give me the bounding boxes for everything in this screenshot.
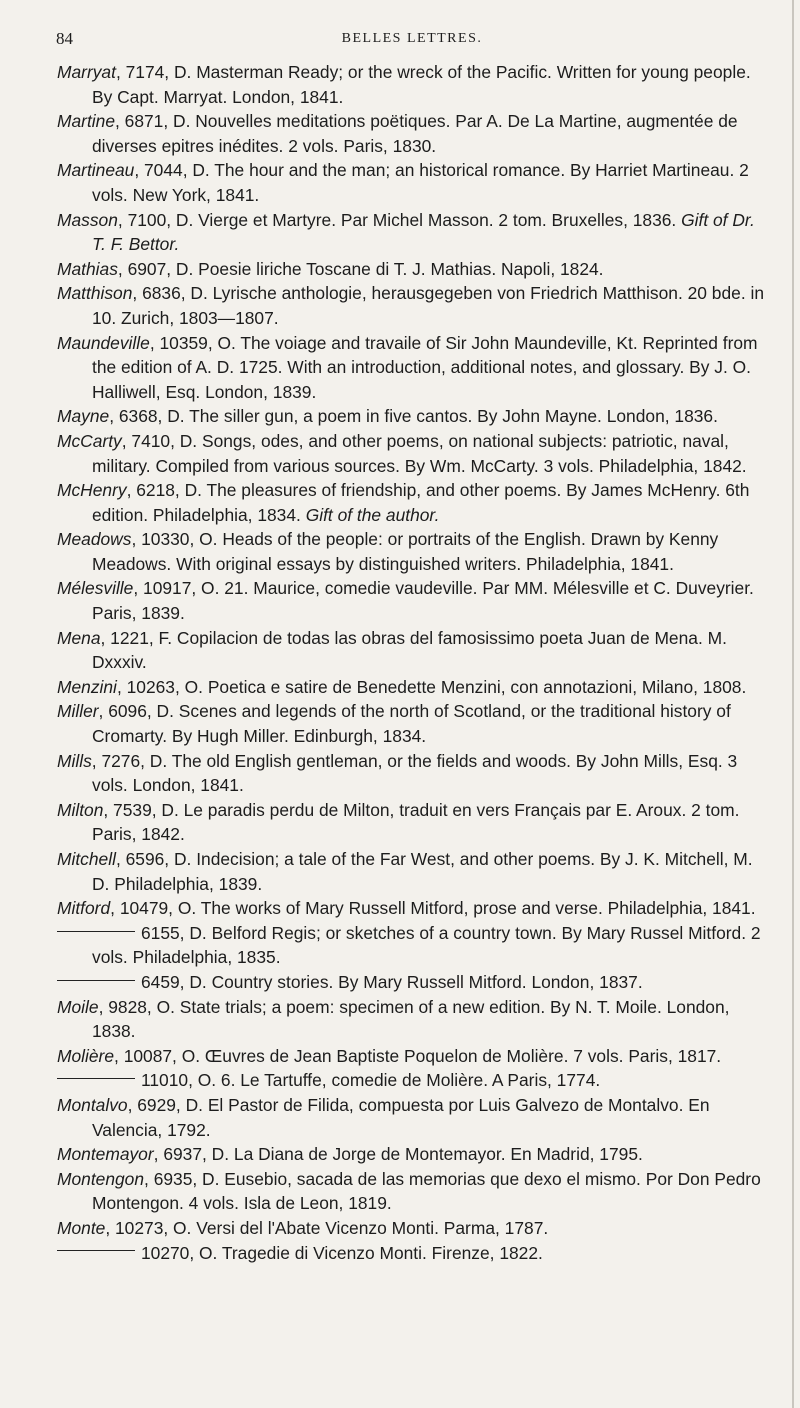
entry-text: , 7539, D. Le paradis perdu de Milton, traduit en vers Français par E. Aroux. 2 tom. Paris, 1842. (92, 799, 740, 845)
catalog-entry (57, 896, 773, 921)
author-name: Mills (57, 750, 92, 771)
entry-text: , 6596, D. Indecision; a tale of the Far West, and other poems. By J. K. Mitchell, M. D. Philadelphia, 1839. (92, 849, 753, 894)
running-head: BELLES LETTRES. (341, 31, 483, 46)
entry-text: , 6907, D. Poesie liriche Toscane di T. J. Mathias. Napoli, 1824. (117, 258, 604, 279)
entry-text: , 6368, D. The siller gun, a poem in five cantos. By John Mayne. London, 1836. (109, 406, 718, 427)
entry-text: , 10087, O. Œuvres de Jean Baptiste Poquelon de Molière. 7 vols. Paris, 1817. (114, 1045, 722, 1066)
catalog-entry (57, 798, 773, 847)
catalog-entry (57, 995, 773, 1044)
catalog-entry (57, 1068, 773, 1093)
catalog-entry (57, 1241, 773, 1266)
author-name: Mélesville (57, 578, 134, 599)
author-name: Masson (57, 209, 118, 230)
author-name: Mathias (57, 258, 118, 279)
catalog-entry (57, 60, 773, 109)
entry-text: 6459, D. Country stories. By Mary Russell Mitford. London, 1837. (141, 971, 643, 992)
ditto-dash (57, 980, 135, 981)
author-name: Milton (57, 799, 104, 820)
catalog-entry (57, 1216, 773, 1241)
author-name: Miller (57, 701, 99, 722)
author-name: Marryat (57, 62, 116, 82)
author-name: Molière (57, 1045, 115, 1066)
catalog-entry (57, 847, 773, 896)
entry-text: , 6218, D. The pleasures of friendship, and other poems. By James McHenry. 6th edition. Philadelphia, 1834. (92, 480, 750, 525)
author-name: Montemayor (57, 1144, 154, 1165)
catalog-entry (57, 626, 773, 675)
catalog-entry (57, 576, 773, 625)
catalog-entries (57, 60, 773, 1265)
entry-text: 10270, O. Tragedie di Vicenzo Monti. Firenze, 1822. (141, 1242, 543, 1263)
author-name: Mitchell (57, 849, 116, 869)
catalog-entry (57, 158, 773, 207)
entry-text: , 10273, O. Versi del l'Abate Vicenzo Monti. Parma, 1787. (105, 1217, 549, 1238)
entry-text: , 1221, F. Copilacion de todas las obras del famosissimo poeta Juan de Mena. M. Dxxxiv. (92, 627, 727, 673)
catalog-entry (57, 1044, 773, 1069)
author-name: McCarty (57, 430, 122, 451)
entry-text: , 9828, O. State trials; a poem: specimen of a new edition. By N. T. Moile. London, 1838. (92, 996, 730, 1042)
entry-text: , 6836, D. Lyrische anthologie, herausgegeben von Friedrich Matthison. 20 bde. in 10. Zurich, 1803—1807. (92, 283, 765, 328)
entry-text: 6155, D. Belford Regis; or sketches of a country town. By Mary Russel Mitford. 2 vols. Philadelphia, 1835. (92, 922, 761, 968)
author-name: Montalvo (57, 1094, 128, 1115)
author-name: Mena (57, 627, 101, 648)
entry-text: , 7276, D. The old English gentleman, or the fields and woods. By John Mills, Esq. 3 vols. London, 1841. (91, 750, 738, 796)
catalog-entry (57, 1167, 773, 1216)
author-name: Meadows (57, 529, 132, 550)
author-name: Martineau (57, 160, 135, 181)
author-name: Mayne (57, 406, 110, 427)
entry-text: , 6937, D. La Diana de Jorge de Montemayor. En Madrid, 1795. (153, 1144, 643, 1165)
author-name: Moile (57, 996, 99, 1017)
entry-text: , 10330, O. Heads of the people: or portraits of the English. Drawn by Kenny Meadows. With original essays by distinguished writers. Philadelphia, 1841. (92, 529, 719, 574)
catalog-entry (57, 478, 773, 527)
page-edge-shadow (792, 0, 794, 1408)
entry-text: , 7100, D. Vierge et Martyre. Par Michel Masson. 2 tom. Bruxelles, 1836. (117, 209, 682, 230)
author-name: Martine (57, 111, 115, 132)
entry-text: , 7174, D. Masterman Ready; or the wreck of the Pacific. Written for young people. By Capt. Marryat. London, 1841. (92, 62, 751, 107)
entry-text: , 6929, D. El Pastor de Filida, compuesta por Luis Galvezo de Montalvo. En Valencia, 1792. (92, 1094, 710, 1140)
catalog-entry (57, 208, 773, 257)
catalog-entry (57, 404, 773, 429)
author-name: McHenry (57, 480, 127, 501)
entry-text: , 7044, D. The hour and the man; an historical romance. By Harriet Martineau. 2 vols. New York, 1841. (92, 160, 749, 205)
catalog-entry (57, 675, 773, 700)
author-name: Mitford (57, 898, 111, 919)
catalog-entry (57, 527, 773, 576)
catalog-entry (57, 1093, 773, 1142)
catalog-entry (57, 281, 773, 330)
catalog-entry (57, 429, 773, 478)
author-name: Menzini (57, 676, 117, 697)
catalog-entry (57, 109, 773, 158)
catalog-entry (57, 921, 773, 970)
page-header (52, 29, 772, 53)
entry-text: , 6096, D. Scenes and legends of the north of Scotland, or the traditional history of Cromarty. By Hugh Miller. Edinburgh, 1834. (92, 701, 731, 747)
ditto-dash (57, 1078, 135, 1079)
catalog-entry (57, 257, 773, 282)
author-name: Matthison (57, 283, 133, 304)
gift-note: Gift of the author. (305, 504, 440, 525)
author-name: Maundeville (57, 332, 150, 353)
author-name: Monte (57, 1217, 106, 1238)
ditto-dash (57, 931, 135, 932)
catalog-entry (57, 331, 773, 405)
catalog-entry (57, 699, 773, 748)
catalog-entry (57, 749, 773, 798)
catalog-entry (57, 1142, 773, 1167)
entry-text: , 6935, D. Eusebio, sacada de las memorias que dexo el mismo. Por Don Pedro Montengon. 4 vols. Isla de Leon, 1819. (92, 1168, 761, 1214)
entry-text: , 10917, O. 21. Maurice, comedie vaudeville. Par MM. Mélesville et C. Duveyrier. Paris, 1839. (92, 578, 754, 624)
catalog-entry (57, 970, 773, 995)
author-name: Montengon (57, 1168, 145, 1189)
page-number: 84 (56, 29, 73, 48)
entry-text: , 7410, D. Songs, odes, and other poems, on national subjects: patriotic, naval, military. Compiled from various sources. By Wm. McCarty. 3 vols. Philadelphia, 1842. (92, 430, 747, 476)
entry-text: , 10479, O. The works of Mary Russell Mitford, prose and verse. Philadelphia, 1841. (110, 898, 756, 919)
entry-text: , 10263, O. Poetica e satire de Benedette Menzini, con annotazioni, Milano, 1808. (116, 676, 747, 697)
ditto-dash (57, 1250, 135, 1251)
entry-text: , 10359, O. The voiage and travaile of Sir John Maundeville, Kt. Reprinted from the edition of A. D. 1725. With an introduction, additional notes, and glossary. By J. O. Halliwell, Esq. London, 1839. (92, 332, 758, 402)
gift-note: Gift of Dr. T. F. Bettor. (92, 209, 755, 255)
entry-text: , 6871, D. Nouvelles meditations poëtiques. Par A. De La Martine, augmentée de diverses epitres inédites. 2 vols. Paris, 1830. (92, 111, 738, 156)
entry-text: 11010, O. 6. Le Tartuffe, comedie de Molière. A Paris, 1774. (141, 1070, 601, 1091)
